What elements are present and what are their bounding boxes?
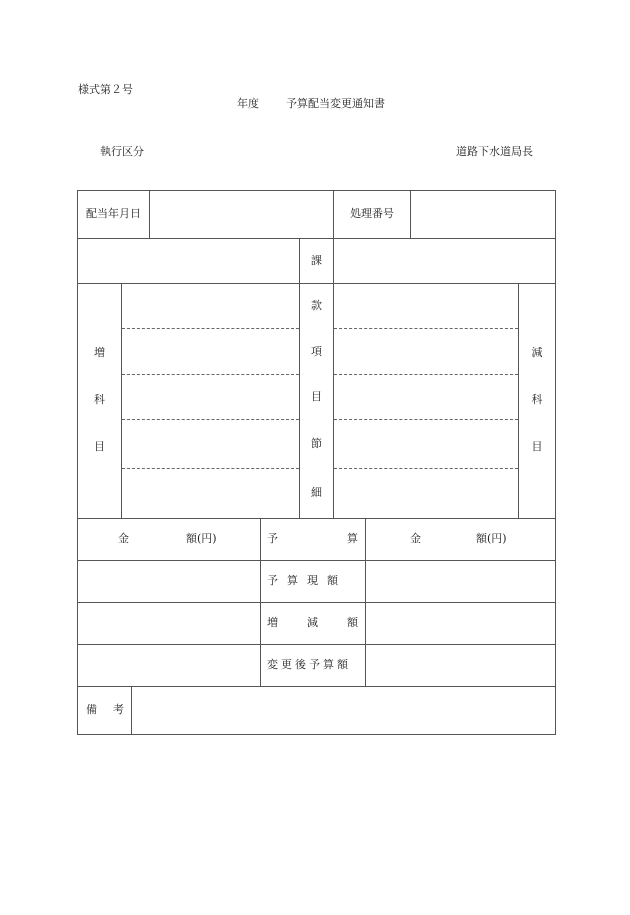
change-amount-label: 増: [267, 616, 278, 629]
budget-header: 予: [267, 532, 278, 545]
category-label-kou: 項: [311, 345, 322, 358]
current-budget-label: 予算現額: [267, 574, 347, 587]
revised-budget-left-field[interactable]: [78, 645, 260, 686]
increase-item-char: 科: [94, 393, 105, 406]
decrease-kou-field[interactable]: [334, 329, 518, 374]
decrease-item-char: 減: [531, 346, 543, 359]
revised-budget-label: 変更後予算額: [267, 658, 351, 671]
amount-right-header: 金: [410, 532, 421, 545]
table-right-border: [555, 190, 556, 735]
processing-number-field[interactable]: [411, 191, 555, 238]
division-left-field[interactable]: [78, 239, 299, 283]
division-label: 課: [311, 254, 322, 267]
increase-item-char: 増: [94, 346, 105, 359]
change-amount-right-field[interactable]: [366, 603, 555, 644]
increase-setsu-field[interactable]: [122, 420, 299, 468]
decrease-kan-field[interactable]: [334, 284, 518, 328]
processing-number-label: 処理番号: [350, 207, 394, 220]
remarks-label-end: 考: [113, 703, 124, 716]
decrease-setsu-field[interactable]: [334, 420, 518, 468]
decrease-moku-field[interactable]: [334, 375, 518, 419]
change-amount-label-mid: 減: [307, 616, 318, 629]
remarks-label: 備: [86, 703, 97, 716]
decrease-sai-field[interactable]: [334, 469, 518, 518]
issuer-label: 道路下水道局長: [456, 145, 533, 158]
divider: [299, 238, 300, 518]
allocation-date-field[interactable]: [150, 191, 333, 238]
increase-item-char: 目: [94, 440, 105, 453]
increase-kou-field[interactable]: [122, 329, 299, 374]
decrease-item-char: 科: [531, 393, 543, 406]
increase-kan-field[interactable]: [122, 284, 299, 328]
decrease-item-char: 目: [531, 440, 543, 453]
budget-header-end: 算: [347, 532, 358, 545]
division-right-field[interactable]: [334, 239, 555, 283]
category-label-setsu: 節: [311, 437, 322, 450]
remarks-field[interactable]: [132, 687, 555, 734]
execution-division-label: 執行区分: [100, 145, 144, 158]
divider: [77, 518, 556, 519]
amount-right-header-unit: 額(円): [476, 532, 507, 545]
form-number: 様式第２号: [78, 83, 133, 96]
increase-sai-field[interactable]: [122, 469, 299, 518]
change-amount-left-field[interactable]: [78, 603, 260, 644]
table-bottom-border: [77, 734, 556, 735]
change-amount-label-end: 額: [347, 616, 358, 629]
document-title: 予算配当変更通知書: [286, 97, 385, 110]
current-budget-right-field[interactable]: [366, 561, 555, 602]
amount-left-header: 金: [118, 532, 129, 545]
allocation-date-label: 配当年月日: [86, 207, 141, 220]
category-label-sai: 細: [311, 486, 322, 499]
increase-moku-field[interactable]: [122, 375, 299, 419]
category-label-moku: 目: [311, 390, 322, 403]
fiscal-year-label: 年度: [237, 97, 259, 110]
amount-left-header-unit: 額(円): [186, 532, 217, 545]
revised-budget-right-field[interactable]: [366, 645, 555, 686]
current-budget-left-field[interactable]: [78, 561, 260, 602]
category-label-kan: 款: [311, 299, 322, 312]
